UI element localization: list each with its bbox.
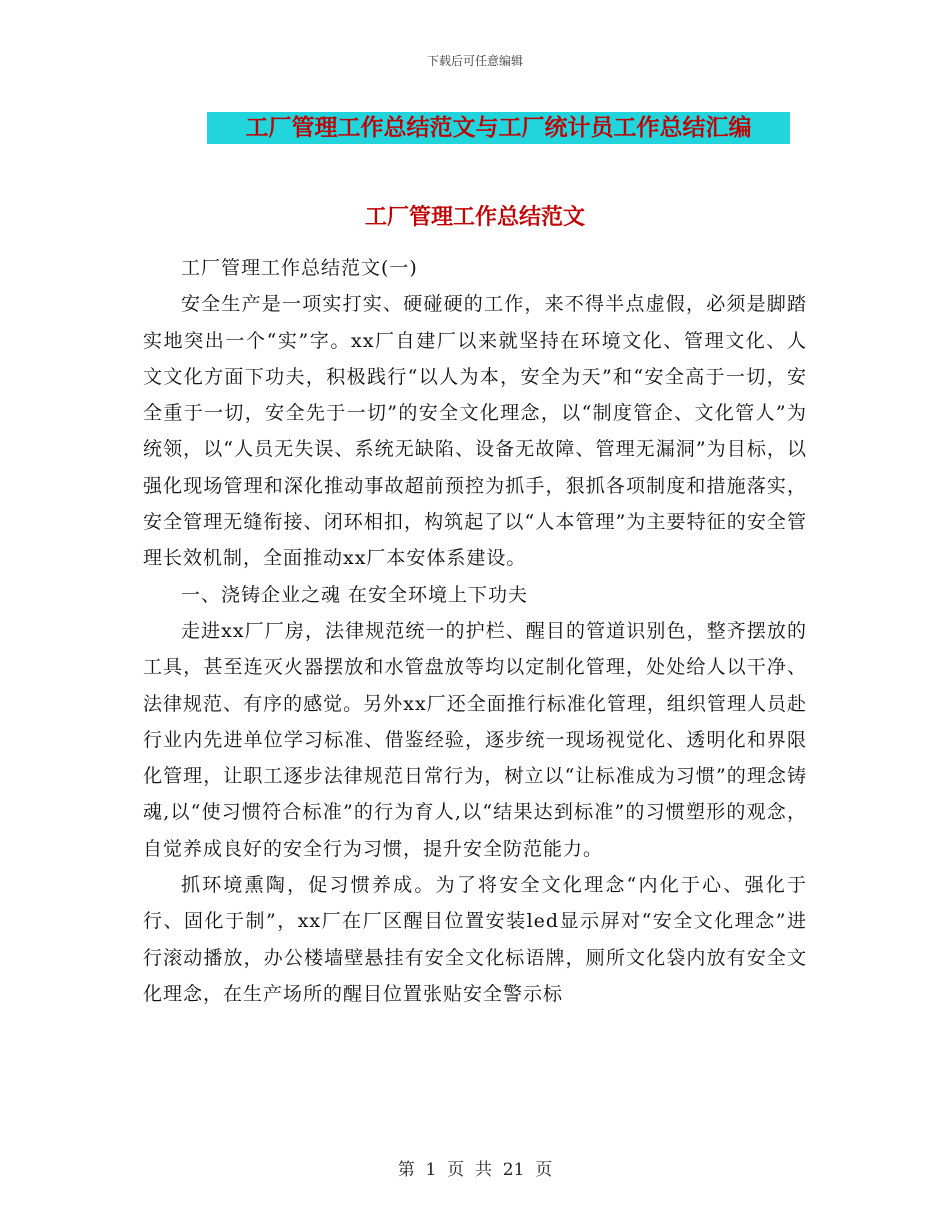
paragraph: 走进xx厂厂房，法律规范统一的护栏、醒目的管道识别色，整齐摆放的工具，甚至连灭火器摆放和水管盘放等均以定制化管理，处处给人以干净、法律规范、有序的感觉。另外xx厂还全面推行标准化管理，组织管理人员赴行业内先进单位学习标准、借鉴经验，逐步统一现场视觉化、透明化和界限化管理，让职工逐步法律规范日常行为，树立以“让标准成为习惯”的理念铸魂,以“使习惯符合标准”的行为育人,以“结果达到标准”的习惯塑形的观念，自觉养成良好的安全行为习惯，提升安全防范能力。 [143, 619, 807, 860]
section-title: 工厂管理工作总结范文 [364, 204, 585, 230]
paragraph-heading: 工厂管理工作总结范文(一) [181, 257, 418, 279]
body-text [143, 250, 807, 1012]
page-number-footer: 第 1 页 共 21 页 [397, 1160, 553, 1180]
header-note: 下载后可任意编辑 [426, 54, 523, 68]
paragraph-heading: 一、浇铸企业之魂 在安全环境上下功夫 [181, 583, 529, 606]
main-title: 工厂管理工作总结范文与工厂统计员工作总结汇编 [207, 112, 790, 144]
paragraph: 安全生产是一项实打实、硬碰硬的工作，来不得半点虚假，必须是脚踏实地突出一个“实”字。xx厂自建厂以来就坚持在环境文化、管理文化、人文文化方面下功夫，积极践行“以人为本，安全为天”和“安全高于一切，安全重于一切，安全先于一切”的安全文化理念，以“制度管企、文化管人”为统领，以“人员无失误、系统无缺陷、设备无故障、管理无漏洞”为目标，以强化现场管理和深化推动事故超前预控为抓手，狠抓各项制度和措施落实，安全管理无缝衔接、闭环相扣，构筑起了以“人本管理”为主要特征的安全管理长效机制，全面推动xx厂本安体系建设。 [143, 293, 807, 570]
paragraph: 抓环境熏陶，促习惯养成。为了将安全文化理念“内化于心、强化于行、固化于制”，xx厂在厂区醒目位置安装led显示屏对“安全文化理念”进行滚动播放，办公楼墙壁悬挂有安全文化标语牌，厕所文化袋内放有安全文化理念，在生产场所的醒目位置张贴安全警示标 [143, 874, 807, 1005]
